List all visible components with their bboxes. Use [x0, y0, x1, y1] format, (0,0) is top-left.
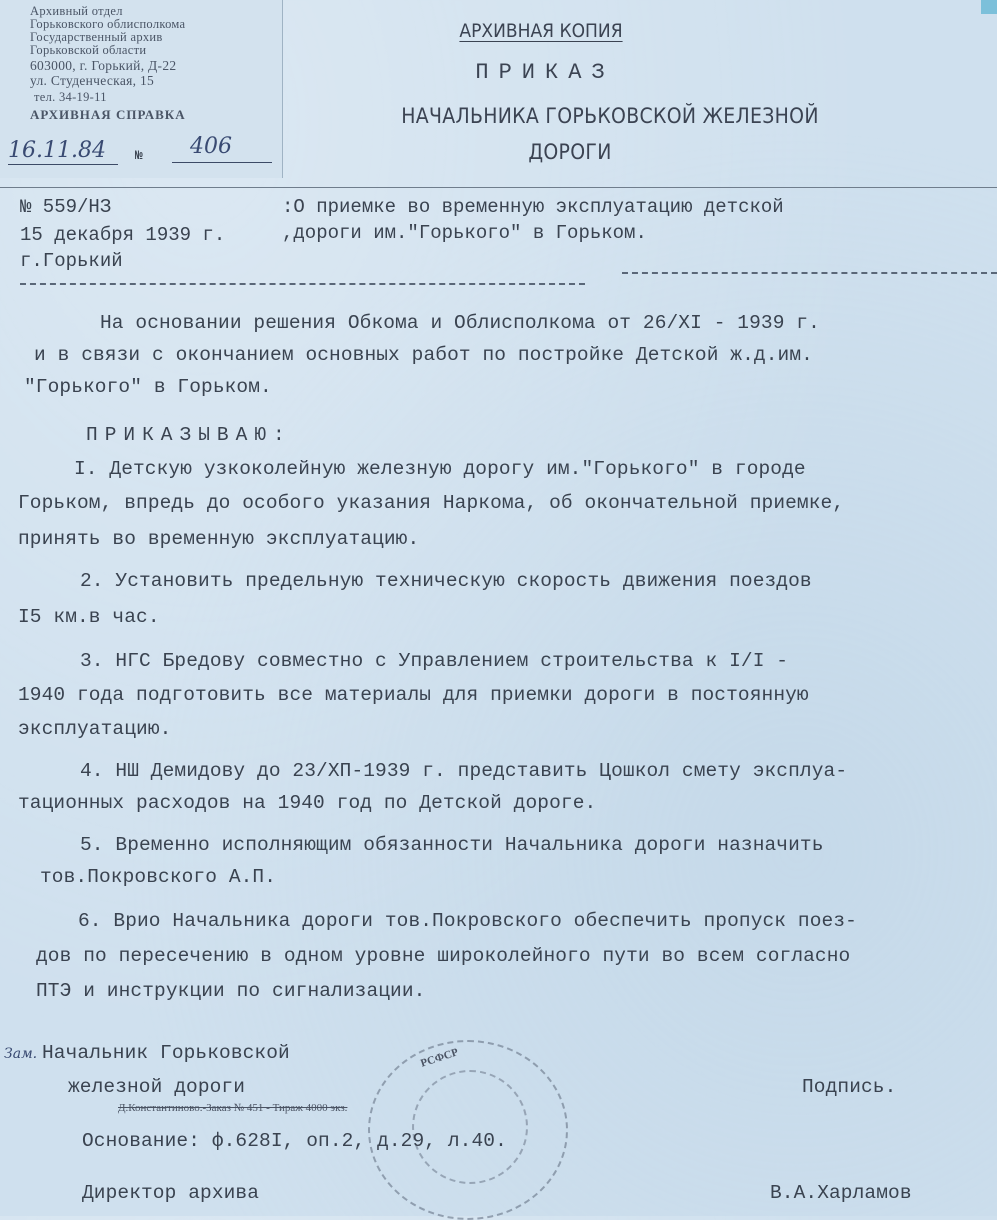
order-heading: ПРИКАЗЫВАЮ: [86, 424, 292, 446]
stamp-line: тел. 34-19-11 [34, 90, 107, 104]
item-3-line: эксплуатацию. [18, 718, 172, 740]
item-5-line: 5. Временно исполняющим обязанности Начальника дороги назначить [80, 834, 824, 856]
meta-rule-left [20, 283, 585, 286]
signatory-position-line-1: Начальник Горьковской [42, 1042, 290, 1064]
handwritten-prefix: Зам. [4, 1046, 38, 1062]
official-seal-inner [412, 1070, 528, 1184]
preamble-line: и в связи с окончанием основных работ по постройке Детской ж.д.им. [34, 344, 813, 366]
stamp-line: Архивный отдел [30, 4, 123, 18]
item-5-line: тов.Покровского А.П. [40, 866, 277, 888]
item-6-line: 6. Врио Начальника дороги тов.Покровского обеспечить пропуск поез- [78, 910, 857, 932]
item-2-line: 2. Установить предельную техническую скорость движения поездов [80, 570, 812, 592]
item-2-line: I5 км.в час. [18, 606, 160, 628]
handwritten-date: 16.11.84 [8, 138, 106, 163]
archive-basis: Основание: ф.628I, оп.2, д.29, л.40. [82, 1130, 507, 1152]
date-underline [8, 164, 118, 165]
signatory-position-line-2: железной дороги [68, 1076, 246, 1098]
item-4-line: 4. НШ Демидову до 23/ХП-1939 г. представить Цошкол смету эксплуа- [80, 760, 848, 782]
item-1-line: принять во временную эксплуатацию. [18, 528, 420, 550]
archive-copy-label: АРХИВНАЯ КОПИЯ [459, 20, 623, 42]
archive-stamp [0, 0, 283, 178]
item-6-line: дов по пересечению в одном уровне широколейного пути во всем согласно [36, 945, 851, 967]
stamp-line: Государственный архив [30, 30, 163, 44]
director-title: Директор архива [82, 1182, 260, 1204]
director-name: В.А.Харламов [770, 1182, 912, 1204]
item-3-line: 1940 года подготовить все материалы для приемки дороги в постоянную [18, 684, 809, 706]
corner-mark [981, 0, 997, 14]
seal-text: РСФСР [419, 1046, 460, 1070]
stamp-line: Горьковской области [30, 43, 147, 57]
order-place: г.Горький [20, 250, 123, 272]
order-subject-line-1: :О приемке во временную эксплуатацию детской [282, 196, 784, 218]
handwritten-number: 406 [190, 134, 232, 159]
print-info: Д.Константиново.-Заказ № 451 - Тираж 4000 экз. [118, 1102, 348, 1114]
order-number: № 559/НЗ [20, 196, 112, 218]
item-1-line: I. Детскую узкоколейную железную дорогу им."Горького" в городе [74, 458, 806, 480]
stamp-line: ул. Студенческая, 15 [30, 73, 155, 88]
item-1-line: Горьком, впредь до особого указания Наркома, об окончательной приемке, [18, 492, 845, 514]
issuer-line-1: НАЧАЛЬНИКА ГОРЬКОВСКОЙ ЖЕЛЕЗНОЙ [401, 104, 819, 128]
order-date: 15 декабря 1939 г. [20, 224, 226, 246]
number-sign: № [135, 148, 143, 163]
preamble-line: "Горького" в Горьком. [24, 376, 272, 398]
signature-note: Подпись. [802, 1076, 897, 1098]
meta-rule-right [622, 272, 997, 275]
preamble-line: На основании решения Обкома и Облисполкома от 26/XI - 1939 г. [100, 312, 820, 334]
stamp-line: Горьковского облисполкома [30, 17, 186, 31]
item-4-line: тационных расходов на 1940 год по Детской дороге. [18, 792, 597, 814]
stamp-line: 603000, г. Горький, Д-22 [30, 58, 177, 73]
header-rule [0, 187, 997, 189]
stamp-title: АРХИВНАЯ СПРАВКА [30, 107, 186, 122]
order-subject-line-2: ,дороги им."Горького" в Горьком. [282, 222, 647, 244]
number-underline [172, 162, 272, 163]
issuer-line-2: ДОРОГИ [528, 140, 612, 164]
item-3-line: 3. НГС Бредову совместно с Управлением строительства к I/I - [80, 650, 789, 672]
item-6-line: ПТЭ и инструкции по сигнализации. [36, 980, 426, 1002]
document-type: ПРИКАЗ [475, 60, 615, 85]
